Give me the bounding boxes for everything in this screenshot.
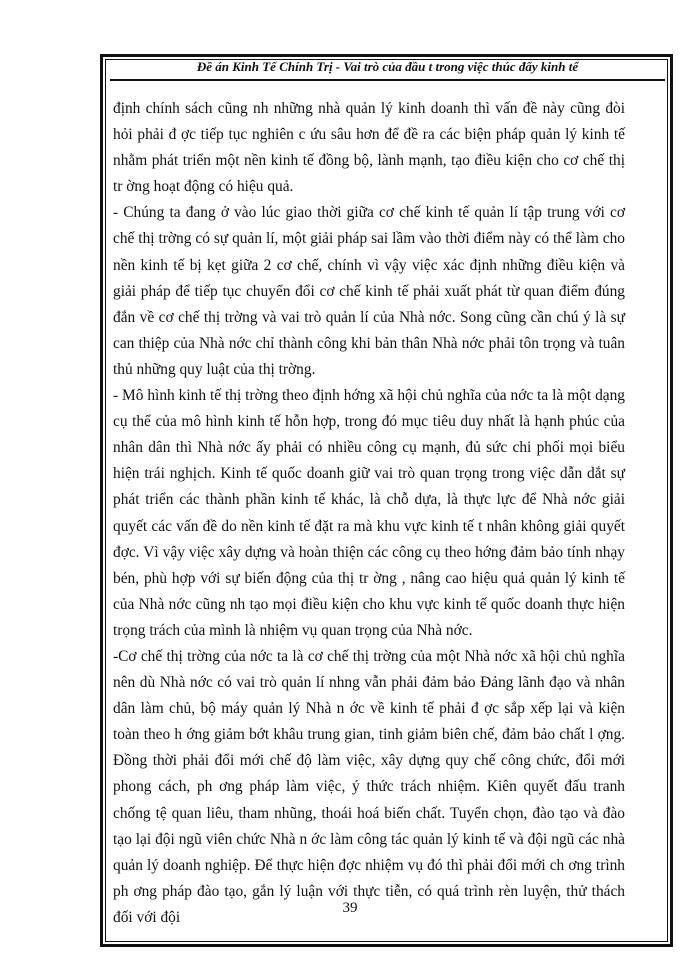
running-header: Đề án Kinh Tế Chính Trị - Vai trò của đầu t trong việc thúc đẩy kinh tế bbox=[196, 59, 579, 74]
paragraph-3: - Mô hình kinh tế thị trờng theo định hớng xã hội chủ nghĩa của nớc ta là một dạng cụ thể của mô hình kinh tế hỗn hợp, trong đó mục tiêu duy nhất là hạnh phúc của nhân dân thì Nhà nớc ấy phải có nhiều công cụ mạnh, đủ sức chi phối mọi biểu hiện trái nghịch. Kinh tế quốc doanh giữ vai trò quan trọng trong việc dẫn dắt sự phát triển các thành phần kinh tế khác, là chỗ dựa, là thực lực để Nhà nớc giải quyết các vấn đề do nền kinh tế đặt ra mà khu vực kinh tế t nhân không giải quyết đợc. Vì vậy việc xây dựng và hoàn thiện các công cụ theo hớng đảm bảo tính nhạy bén, phù hợp với sự biến động của thị tr ờng , nâng cao hiệu quả quản lý kinh tế của Nhà nớc cũng nh tạo mọi điều kiện cho khu vực kinh tế quốc doanh thực hiện trọng trách của mình là nhiệm vụ quan trọng của Nhà nớc. bbox=[113, 387, 625, 639]
paragraph-2: - Chúng ta đang ở vào lúc giao thời giữa cơ chế kinh tế quản lí tập trung với cơ chế thị trờng có sự quản lí, một giải pháp sai lầm vào thời điểm này có thể làm cho nền kinh tế bị kẹt giữa 2 cơ chế, chính vì vậy việc xác định những điều kiện và giải pháp để tiếp tục chuyển đổi cơ chế kinh tế phải xuất phát từ quan điểm đúng đắn về cơ chế thị trờng và vai trò quản lí của Nhà nớc. Song cũng cần chú ý là sự can thiệp của Nhà nớc chỉ thành công khi bản thân Nhà nớc phải tôn trọng và tuân thủ những quy luật của thị trờng. bbox=[113, 204, 625, 378]
body-text bbox=[113, 96, 625, 931]
header-rule bbox=[110, 79, 665, 81]
paragraph-4: -Cơ chế thị trờng của nớc ta là cơ chế thị trờng của một Nhà nớc xã hội chủ nghĩa nên dù Nhà nớc có vai trò quản lí nhng vẫn phải đảm bảo Đảng lãnh đạo và nhân dân làm chủ, bộ máy quản lý Nhà n ớc về kinh tế phải đ ợc sắp xếp lại và kiện toàn theo h ớng giảm bớt khâu trung gian, tinh giảm biên chế, đảm bảo chất l ợng. Đồng thời phải đổi mới chế độ làm việc, xây dựng quy chế công chức, đổi mới phong cách, ph ơng pháp làm việc, ý thức trách nhiệm. Kiên quyết đấu tranh chống tệ quan liêu, tham nhũng, thoái hoá biến chất. Tuyển chọn, đào tạo và đào tạo lại đội ngũ viên chức Nhà n ớc làm công tác quản lý kinh tế và đội ngũ các nhà quản lý doanh nghiệp. Để thực hiện đợc nhiệm vụ đó thì phải đổi mới ch ơng trình ph ơng pháp đào tạo, gắn lý luận với thực tiễn, có quá trình rèn luyện, thử thách đối với đội bbox=[113, 647, 625, 926]
paragraph-1: định chính sách cũng nh những nhà quản lý kinh doanh thì vấn đề này cũng đòi hỏi phải đ ợc tiếp tục nghiên c ứu sâu hơn để đề ra các biện pháp quản lý kinh tế nhằm phát triển một nền kinh tế đồng bộ, lành mạnh, tạo điều kiện cho cơ chế thị tr ờng hoạt động có hiệu quả. bbox=[113, 100, 625, 196]
page-number: 39 bbox=[342, 900, 358, 916]
